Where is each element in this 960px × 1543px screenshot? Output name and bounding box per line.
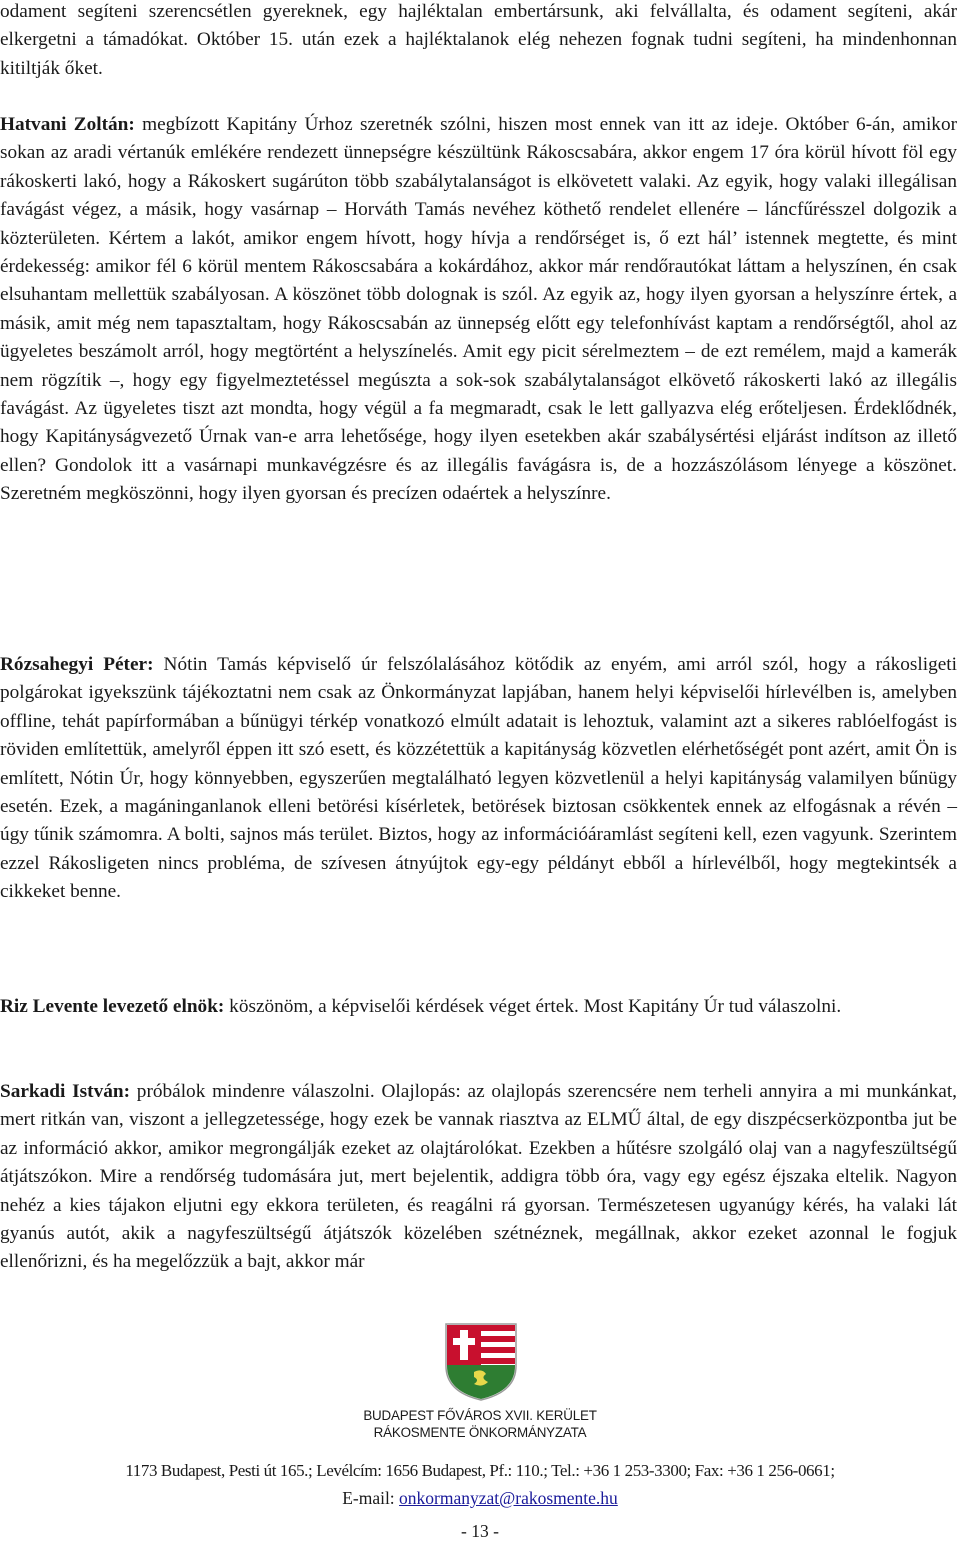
speaker-name: Hatvani Zoltán: (0, 114, 135, 135)
paragraph-sarkadi (0, 1078, 957, 1277)
paragraph-rozsahegyi (0, 651, 957, 907)
footer-email-line (0, 1488, 960, 1509)
paragraph-text: próbálok mindenre válaszolni. Olajlopás: az olajlopás szerencsére nem terheli annyira a mi munkánkat, mert ritkán van, viszont a jellegzetessége, hogy ezek be vannak riasztva az ELMŰ által, de egy diszpécserközpontba jut be az információ akkor, amikor megrongálják ezeket az olajtárolókat. Ezekben a hűtésre szolgáló olaj van a nagyfeszültségű átjátszókon. Mire a rendőrség tudomására jut, mert bejelentik, addigra több óra, vagy egy egész éjszaka eltelik. Nagyon nehéz a kies tájakon eljutni egy ekkora területen, és reagálni rá gyorsan. Természetesen ugyanúgy kérés, ha valaki lát gyanús autót, akik a nagyfeszültségű átjátszók közelében szétnéznek, megállnak, akkor ezeket azonnal le fogjuk ellenőrizni, és ha megelőzzük a bajt, akkor már (0, 1081, 957, 1273)
paragraph-text: Nótin Tamás képviselő úr felszólalásához kötődik az enyém, ami arról szól, hogy a rákosligeti polgárokat igyekszünk tájékoztatni nem csak az Önkormányzat lapjában, hanem helyi képviselői hírlevélben is, amelyben offline, tehát papírformában a bűnügyi térkép vonatkozó elmúlt adatait is lehoztuk, valamint azt a sikeres rablóelfogást is röviden említettük, amelyről éppen itt szó esett, és közzétettük a kapitányság közvetlen elérhetőségét pont azért, amit Ön is említett, Nótin Úr, hogy könnyebben, egyszerűen megtalálható legyen közvetlenül a helyi kapitányság valamilyen bűnügy esetén. Ezek, a magáninganlanok elleni betörési kísérletek, betörések biztosan csökkentek ennek az elfogásnak a révén – úgy tűnik számomra. A bolti, sajnos más terület. Biztos, hogy az információáramlást segíteni kell, ezen vagyunk. Szerintem ezzel Rákosligeten nincs probléma, de szívesen átnyújtok egy-egy példányt ebből a hírlevélből, hogy megtekintsék a cikkeket benne. (0, 654, 957, 903)
speaker-name: Sarkadi István: (0, 1081, 131, 1102)
footer-address: 1173 Budapest, Pesti út 165.; Levélcím: 1656 Budapest, Pf.: 110.; Tel.: +36 1 253-3300; Fax: +36 1 256-0661; (125, 1461, 835, 1480)
paragraph-text: megbízott Kapitány Úrhoz szeretnék szólni, hiszen most ennek van itt az ideje. Október 6-án, amikor sokan az aradi vértanúk emlékére rendezett ünnepségre készültünk Rákoscsabára, akkor engem 17 óra körül hívott föl egy rákoskerti lakó, hogy a Rákoskert sugárúton több szabálytalanságot is elkövetett valaki. Az egyik, hogy valaki illegálisan favágást végez, a másik, hogy vasárnap – Horváth Tamás nevéhez köthető rendelet ellenére – láncfűrésszel dolgozik a közterületen. Kértem a lakót, amikor engem hívott, hogy hívja a rendőrséget is, ő ezt hál’ istennek megtette, és mint érdekesség: amikor fél 6 körül mentem Rákoscsabára a kokárdához, akkor már rendőrautókat láttam a helyszínen, én csak elsuhantam mellettük szabályosan. A köszönet több dolognak is szól. Az egyik az, hogy ilyen gyorsan a helyszínre értek, a másik, amit még nem tapasztaltam, hogy Rákoscsabán az ünnepség előtt egy telefonhívást kaptam a rendőrségtől, ahol az ügyeletes beszámolt arról, hogy megtörtént a helyszínelés. Amit egy picit sérelmeztem – de ezt remélem, majd a kamerák nem rögzítik –, hogy egy figyelmeztetéssel megúszta a sok-sok szabálytalanságot elkövető rákoskerti lakó az illegális favágást. Az ügyeletes tiszt azt mondta, hogy végül a fa megmaradt, csak le lett gallyazva elég erőteljesen. Érdeklődnék, hogy Kapitányságvezető Úrnak van-e arra lehetősége, hogy ilyen esetekben akár szabálysértési eljárást indítson az illető ellen? Gondolok itt a vasárnapi munkavégzésre és az illegális favágásra is, de a hozzászólásom lényege a köszönet. Szeretném megköszönni, hogy ilyen gyorsan és precízen odaértek a helyszínre. (0, 114, 957, 505)
email-link[interactable]: onkormanyzat@rakosmente.hu (399, 1488, 618, 1508)
speaker-name: Riz Levente levezető elnök: (0, 996, 225, 1017)
paragraph-hatvani (0, 111, 957, 509)
paragraph-continuation (0, 0, 957, 83)
organization-name-line2: RÁKOSMENTE ÖNKORMÁNYZATA (373, 1425, 587, 1440)
coat-of-arms-icon (444, 1322, 518, 1402)
paragraph-text: köszönöm, a képviselői kérdések véget értek. Most Kapitány Úr tud válaszolni. (229, 996, 842, 1017)
page-number: - 13 - (461, 1521, 499, 1541)
speaker-name: Rózsahegyi Péter: (0, 654, 154, 675)
paragraph-riz (0, 993, 957, 1021)
organization-name-line1: BUDAPEST FŐVÁROS XVII. KERÜLET (363, 1408, 597, 1423)
email-label: E-mail: (342, 1488, 395, 1508)
paragraph-text: odament segíteni szerencsétlen gyereknek, egy hajléktalan embertársunk, aki felvállalta, és odament segíteni, akár elkergetni a támadókat. Október 15. után ezek a hajléktalanok elég nehezen fognak tudni segíteni, ha mindenhonnan kitiltják őket. (0, 1, 957, 79)
